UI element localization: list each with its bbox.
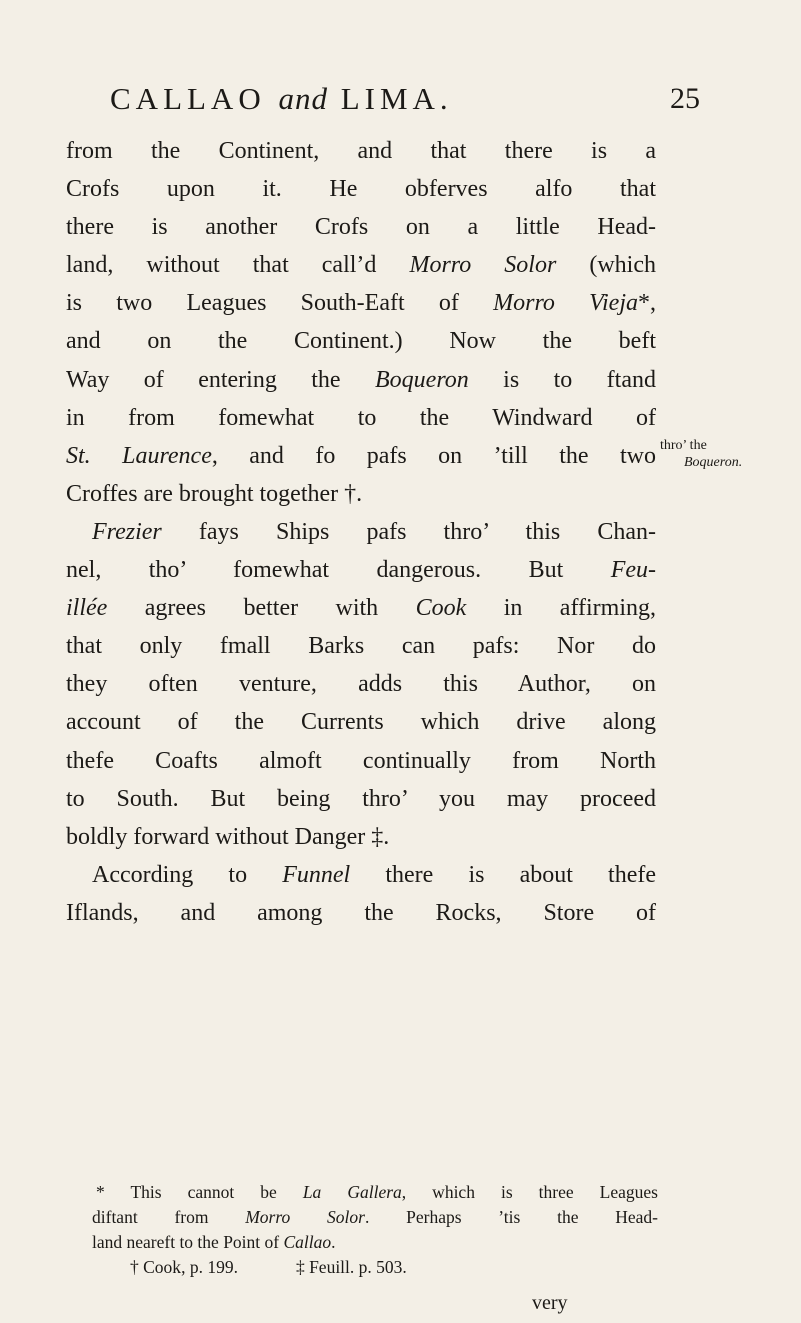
catchword: very [532,1292,568,1314]
footnotes [92,1180,658,1281]
text-line: land, without that call’d Morro Solor (which [66,252,657,279]
marginal-note-line: Boqueron. [684,455,743,470]
footnote-line: land neareft to the Point of Callao. [92,1232,336,1252]
header-title-and: and [278,81,328,116]
footnote-ref-cook: † Cook, p. 199. [130,1257,238,1277]
text-line: thefe Coafts almoft continually from North [66,747,656,774]
text-line: Way of entering the Boqueron is to ftand [66,366,656,393]
text-line: to South. But being thro’ you may proceed [66,785,656,812]
footnote-references [92,1255,658,1281]
text-line: Frezier fays Ships pafs thro’ this Chan- [92,518,656,545]
marginal-note [660,437,800,471]
footnote-line: * This cannot be La Gallera, which is three Leagues [96,1182,658,1202]
footnote-ref-feuill: ‡ Feuill. p. 503. [295,1257,407,1277]
marginal-note-line: thro’ the [660,438,707,453]
text-line: Crofs upon it. He obferves alfo that [66,176,656,203]
text-line: According to Funnel there is about thefe [92,861,656,888]
header-title-right: LIMA. [340,81,453,116]
running-header [110,74,710,124]
text-line: is two Leagues South-Eaft of Morro Vieja*, [66,290,656,317]
text-line: account of the Currents which drive along [66,709,656,736]
text-line: that only fmall Barks can pafs: Nor do [66,633,656,660]
text-line: boldly forward without Danger ‡. [66,823,390,850]
text-line: and on the Continent.) Now the beft [66,328,656,355]
text-line: there is another Crofs on a little Head- [66,214,656,241]
page-number: 25 [670,82,700,115]
body-text [66,132,656,932]
text-line: in from fomewhat to the Windward of [66,404,656,431]
text-line: they often venture, adds this Author, on [66,671,656,698]
text-line: St. Laurence, and fo pafs on ’till the two [66,442,657,469]
text-line: Iflands, and among the Rocks, Store of [66,899,656,926]
text-line: nel, tho’ fomewhat dangerous. But Feu- [66,557,656,584]
header-title-left: CALLAO [110,81,266,116]
text-line: Croffes are brought together †. [66,480,363,507]
text-line: illée agrees better with Cook in affirming, [66,595,656,622]
footnote-line: diftant from Morro Solor. Perhaps ’tis the Head- [92,1207,658,1227]
text-line: from the Continent, and that there is a [66,138,656,164]
